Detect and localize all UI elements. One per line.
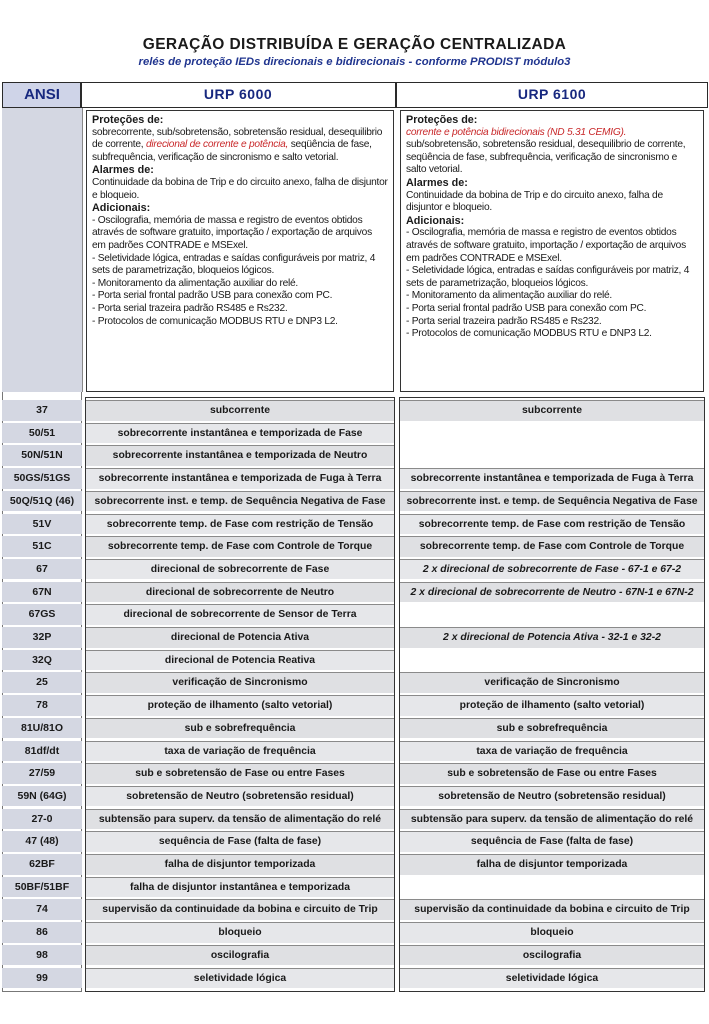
ansi-code: 81df/dt xyxy=(2,741,82,762)
ansi-code: 50GS/51GS xyxy=(2,468,82,489)
urp6100-function xyxy=(400,877,704,898)
urp6000-protecoes-red: direcional de corrente e potência, xyxy=(145,139,289,151)
urp6100-function: subtensão para superv. da tensão de alimentação do relé xyxy=(400,809,704,830)
urp6000-function: supervisão da continuidade da bobina e circuito de Trip xyxy=(86,899,394,920)
urp6000-protecoes-part2: seqüência de fase, subfrequência, verificação de sincronismo e salto vetorial. xyxy=(92,139,372,163)
urp6100-function: proteção de ilhamento (salto vetorial) xyxy=(400,695,704,716)
ansi-code: 50/51 xyxy=(2,423,82,444)
urp6000-function: sub e sobrefrequência xyxy=(86,718,394,739)
ansi-code: 47 (48) xyxy=(2,831,82,852)
urp6100-function xyxy=(400,650,704,671)
header-urp6000: URP 6000 xyxy=(80,82,396,108)
page-subtitle: relés de proteção IEDs direcionais e bidirecionais - conforme PRODIST módulo3 xyxy=(138,56,571,68)
ansi-code: 78 xyxy=(2,695,82,716)
urp6100-protecoes-part2: sub/sobretensão, sobretensão residual, desequilibrio de corrente, seqüência de fase, subfrequência, verificação de sincronismo e salto vetorial. xyxy=(406,139,686,176)
urp6100-adicionais-label: Adicionais: xyxy=(406,214,465,227)
table-row xyxy=(0,490,709,513)
header-urp6100: URP 6100 xyxy=(396,82,708,108)
urp6000-adicional-2: - Monitoramento da alimentação auxiliar do relé. xyxy=(92,277,299,289)
urp6100-function: sequência de Fase (falta de fase) xyxy=(400,831,704,852)
urp6100-adicional-5: - Protocolos de comunicação MODBUS RTU e DNP3 L2. xyxy=(406,328,652,340)
table-row xyxy=(0,694,709,717)
urp6100-function: 2 x direcional de sobrecorrente de Neutro - 67N-1 e 67N-2 xyxy=(400,582,704,603)
ansi-code: 51V xyxy=(2,514,82,535)
urp6100-function xyxy=(400,423,704,444)
table-row xyxy=(0,967,709,990)
urp6100-function: sobrecorrente temp. de Fase com restrição de Tensão xyxy=(400,514,704,535)
urp6000-function: taxa de variação de frequência xyxy=(86,741,394,762)
urp6000-function: direcional de Potencia Reativa xyxy=(86,650,394,671)
table-row xyxy=(0,399,709,422)
header-ansi: ANSI xyxy=(2,82,82,108)
urp6000-function: direcional de sobrecorrente de Neutro xyxy=(86,582,394,603)
urp6000-function: sobrecorrente instantânea e temporizada de Neutro xyxy=(86,445,394,466)
ansi-code: 67N xyxy=(2,582,82,603)
ansi-code: 50BF/51BF xyxy=(2,877,82,898)
urp6000-function: sobrecorrente instantânea e temporizada de Fase xyxy=(86,423,394,444)
table-row xyxy=(0,830,709,853)
table-row xyxy=(0,717,709,740)
urp6100-function: falha de disjuntor temporizada xyxy=(400,854,704,875)
table-row xyxy=(0,740,709,763)
table-row xyxy=(0,626,709,649)
urp6000-protecoes-text xyxy=(92,127,388,165)
urp6000-function: sobrecorrente inst. e temp. de Sequência Negativa de Fase xyxy=(86,491,394,512)
page-title: GERAÇÃO DISTRIBUÍDA E GERAÇÃO CENTRALIZADA xyxy=(142,36,567,53)
table-row xyxy=(0,762,709,785)
urp6000-adicional-0: - Oscilografia, memória de massa e registro de eventos obtidos através de software gratuito, importação / exportação de arquivos em padrões CONTRADE e MSExel. xyxy=(92,214,372,251)
urp6100-function: 2 x direcional de sobrecorrente de Fase - 67-1 e 67-2 xyxy=(400,559,704,580)
urp6000-description xyxy=(86,110,394,392)
urp6100-function: subcorrente xyxy=(400,400,704,421)
ansi-code: 50N/51N xyxy=(2,445,82,466)
urp6100-function: taxa de variação de frequência xyxy=(400,741,704,762)
ansi-code: 37 xyxy=(2,400,82,421)
ansi-code: 67GS xyxy=(2,604,82,625)
table-row xyxy=(0,898,709,921)
ansi-code: 62BF xyxy=(2,854,82,875)
table-row xyxy=(0,944,709,967)
table-row xyxy=(0,808,709,831)
urp6000-function: sobrecorrente instantânea e temporizada de Fuga à Terra xyxy=(86,468,394,489)
table-row xyxy=(0,921,709,944)
ansi-code: 25 xyxy=(2,672,82,693)
urp6000-function: subcorrente xyxy=(86,400,394,421)
urp6100-function: sobrecorrente temp. de Fase com Controle de Torque xyxy=(400,536,704,557)
urp6100-function: sobrecorrente inst. e temp. de Sequência Negativa de Fase xyxy=(400,491,704,512)
ansi-code: 50Q/51Q (46) xyxy=(2,491,82,512)
ansi-code: 86 xyxy=(2,922,82,943)
urp6000-adicional-3: - Porta serial frontal padrão USB para conexão com PC. xyxy=(92,290,333,302)
urp6100-function: sub e sobretensão de Fase ou entre Fases xyxy=(400,763,704,784)
urp6000-function: falha de disjuntor instantânea e temporizada xyxy=(86,877,394,898)
urp6100-function: seletividade lógica xyxy=(400,968,704,989)
urp6000-function: sub e sobretensão de Fase ou entre Fases xyxy=(86,763,394,784)
urp6000-adicionais-label: Adicionais: xyxy=(92,202,151,215)
urp6000-function: direcional de sobrecorrente de Sensor de Terra xyxy=(86,604,394,625)
urp6100-function: supervisão da continuidade da bobina e circuito de Trip xyxy=(400,899,704,920)
urp6000-alarmes-label: Alarmes de: xyxy=(92,164,154,177)
table-row xyxy=(0,558,709,581)
table-row xyxy=(0,535,709,558)
ansi-code: 27/59 xyxy=(2,763,82,784)
urp6100-function: 2 x direcional de Potencia Ativa - 32-1 e 32-2 xyxy=(400,627,704,648)
urp6000-adicional-4: - Porta serial trazeira padrão RS485 e Rs232. xyxy=(92,302,288,314)
urp6100-function: sobrecorrente instantânea e temporizada de Fuga à Terra xyxy=(400,468,704,489)
urp6100-protecoes-red: corrente e potência bidirecionais (ND 5.31 CEMIG). xyxy=(406,126,627,138)
urp6000-function: proteção de ilhamento (salto vetorial) xyxy=(86,695,394,716)
urp6000-protecoes-label: Proteções de: xyxy=(92,114,164,126)
ansi-code: 74 xyxy=(2,899,82,920)
table-row xyxy=(0,513,709,536)
urp6000-function: sobrecorrente temp. de Fase com Controle de Torque xyxy=(86,536,394,557)
ansi-code: 99 xyxy=(2,968,82,989)
ansi-code: 98 xyxy=(2,945,82,966)
table-row xyxy=(0,876,709,899)
urp6000-protecoes-part1: sobrecorrente, sub/sobretensão, sobretensão residual, desequilibrio de corrente, xyxy=(92,126,383,151)
urp6100-description xyxy=(400,110,704,392)
urp6100-function: verificação de Sincronismo xyxy=(400,672,704,693)
urp6100-function xyxy=(400,604,704,625)
table-row xyxy=(0,467,709,490)
urp6000-function: direcional de sobrecorrente de Fase xyxy=(86,559,394,580)
urp6100-adicional-2: - Monitoramento da alimentação auxiliar do relé. xyxy=(406,290,613,302)
urp6000-adicional-5: - Protocolos de comunicação MODBUS RTU e DNP3 L2. xyxy=(92,315,338,327)
urp6000-function: bloqueio xyxy=(86,922,394,943)
urp6100-adicional-3: - Porta serial frontal padrão USB para conexão com PC. xyxy=(406,302,647,314)
ansi-code: 27-0 xyxy=(2,809,82,830)
urp6100-function: sobretensão de Neutro (sobretensão residual) xyxy=(400,786,704,807)
urp6000-function: sobretensão de Neutro (sobretensão residual) xyxy=(86,786,394,807)
urp6000-function: oscilografia xyxy=(86,945,394,966)
urp6100-function xyxy=(400,445,704,466)
urp6000-function: falha de disjuntor temporizada xyxy=(86,854,394,875)
urp6100-protecoes-label: Proteções de: xyxy=(406,114,478,126)
ansi-code: 59N (64G) xyxy=(2,786,82,807)
ansi-code: 51C xyxy=(2,536,82,557)
table-row xyxy=(0,444,709,467)
urp6100-adicional-0: - Oscilografia, memória de massa e registro de eventos obtidos através de software gratuito, importação / exportação de arquivos em padrões CONTRADE e MSExel. xyxy=(406,227,686,264)
urp6000-adicional-1: - Seletividade lógica, entradas e saídas configuráveis por matriz, 4 sets de parametrização, bloqueios lógicos. xyxy=(92,252,376,277)
table-row xyxy=(0,581,709,604)
urp6100-alarmes-label: Alarmes de: xyxy=(406,176,468,189)
urp6100-alarmes-text: Continuidade da bobina de Trip e do circuito anexo, falha de disjuntor e bloqueio. xyxy=(406,189,663,214)
urp6100-function: bloqueio xyxy=(400,922,704,943)
urp6000-function: sequência de Fase (falta de fase) xyxy=(86,831,394,852)
urp6100-function: sub e sobrefrequência xyxy=(400,718,704,739)
ansi-code: 67 xyxy=(2,559,82,580)
ansi-code: 81U/81O xyxy=(2,718,82,739)
table-row xyxy=(0,853,709,876)
table-row xyxy=(0,671,709,694)
ansi-desc-spacer xyxy=(2,108,83,392)
table-row xyxy=(0,649,709,672)
table-row xyxy=(0,422,709,445)
urp6000-function: verificação de Sincronismo xyxy=(86,672,394,693)
urp6000-function: direcional de Potencia Ativa xyxy=(86,627,394,648)
table-row xyxy=(0,785,709,808)
urp6100-adicional-4: - Porta serial trazeira padrão RS485 e Rs232. xyxy=(406,315,602,327)
urp6100-adicional-1: - Seletividade lógica, entradas e saídas configuráveis por matriz, 4 sets de parametrização, bloqueios lógicos. xyxy=(406,265,690,289)
urp6000-function: seletividade lógica xyxy=(86,968,394,989)
urp6000-alarmes-text: Continuidade da bobina de Trip e do circuito anexo, falha de disjuntor e bloqueio. xyxy=(92,176,388,201)
urp6100-protecoes-text xyxy=(406,127,698,177)
ansi-code: 32P xyxy=(2,627,82,648)
urp6000-function: subtensão para superv. da tensão de alimentação do relé xyxy=(86,809,394,830)
table-row xyxy=(0,603,709,626)
ansi-code: 32Q xyxy=(2,650,82,671)
urp6100-function: oscilografia xyxy=(400,945,704,966)
urp6000-function: sobrecorrente temp. de Fase com restrição de Tensão xyxy=(86,514,394,535)
